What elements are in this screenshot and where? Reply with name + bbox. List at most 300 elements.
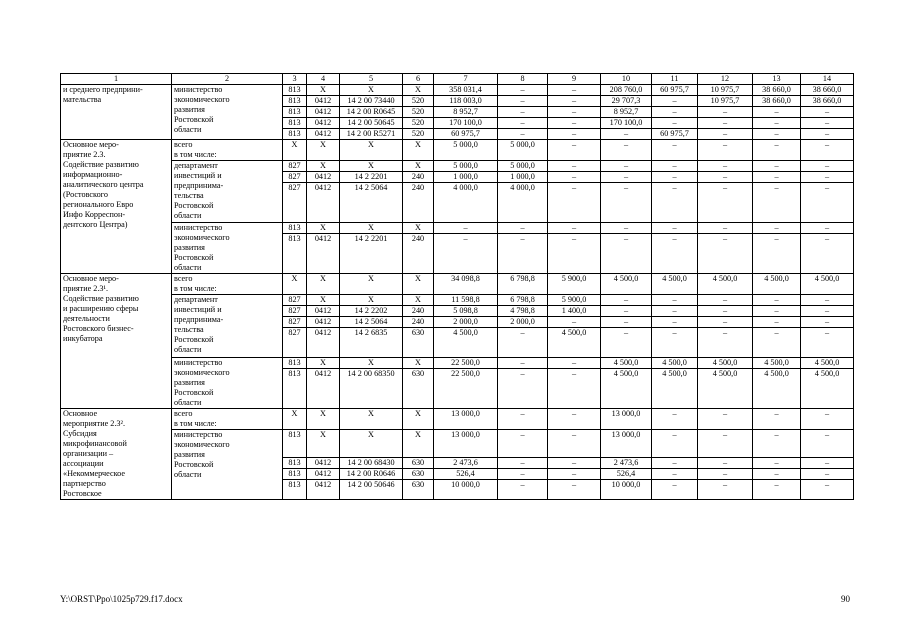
executor-cell xyxy=(172,140,283,161)
measure-name-line: деятельности xyxy=(63,314,110,323)
header-cell: 9 xyxy=(548,74,601,85)
value-cell: X xyxy=(307,409,340,430)
executor-line: экономического xyxy=(174,440,230,449)
value-cell: – xyxy=(548,369,601,409)
measure-name-line: Основное меро- xyxy=(63,274,119,283)
value-cell: – xyxy=(498,107,548,118)
value-cell: 4 500,0 xyxy=(601,369,652,409)
value-cell: – xyxy=(548,358,601,369)
value-cell: – xyxy=(652,295,698,306)
value-cell: – xyxy=(753,430,801,458)
executor-cell xyxy=(172,223,283,274)
value-cell: 4 500,0 xyxy=(698,274,753,295)
executor-line: Ростовской xyxy=(174,253,214,262)
value-cell: X xyxy=(340,409,403,430)
value-cell: 813 xyxy=(283,430,307,458)
value-cell: – xyxy=(652,328,698,358)
value-cell: 4 500,0 xyxy=(652,274,698,295)
value-cell: X xyxy=(403,409,434,430)
value-cell: X xyxy=(403,358,434,369)
measure-name-line: Ростовского бизнес- xyxy=(63,324,134,333)
value-cell: 8 952,7 xyxy=(434,107,498,118)
value-cell: 813 xyxy=(283,118,307,129)
measure-name-line: Содействие развитию xyxy=(63,160,139,169)
value-cell: – xyxy=(801,161,854,172)
value-cell: – xyxy=(801,317,854,328)
measure-name-line: мероприятие 2.3². xyxy=(63,419,126,428)
value-cell: – xyxy=(548,107,601,118)
value-cell: – xyxy=(548,118,601,129)
value-cell: 14 2 2201 xyxy=(340,172,403,183)
value-cell: – xyxy=(801,107,854,118)
measure-name-line: микрофинансовой xyxy=(63,439,127,448)
measure-name-line: аналитического центра xyxy=(63,180,144,189)
value-cell: X xyxy=(340,85,403,96)
value-cell: – xyxy=(548,129,601,140)
value-cell: 4 500,0 xyxy=(698,369,753,409)
value-cell: – xyxy=(601,306,652,317)
value-cell: – xyxy=(698,306,753,317)
value-cell: – xyxy=(548,223,601,234)
value-cell: 38 660,0 xyxy=(801,96,854,107)
executor-line: министерство xyxy=(174,430,223,439)
value-cell: – xyxy=(801,480,854,500)
value-cell: – xyxy=(601,161,652,172)
value-cell: – xyxy=(498,223,548,234)
executor-line: развития xyxy=(174,243,205,252)
value-cell: – xyxy=(548,317,601,328)
executor-line: всего xyxy=(174,409,193,418)
measure-name-line: организации – xyxy=(63,449,114,458)
value-cell: – xyxy=(753,317,801,328)
value-cell: – xyxy=(652,223,698,234)
executor-line: экономического xyxy=(174,233,230,242)
value-cell: 0412 xyxy=(307,172,340,183)
measure-name-cell xyxy=(61,409,172,500)
value-cell: – xyxy=(753,140,801,161)
value-cell: 0412 xyxy=(307,469,340,480)
header-cell: 7 xyxy=(434,74,498,85)
value-cell: – xyxy=(753,295,801,306)
measure-name-line: (Ростовского xyxy=(63,190,108,199)
executor-line: экономического xyxy=(174,95,230,104)
executor-line: Ростовской xyxy=(174,460,214,469)
value-cell: X xyxy=(283,409,307,430)
executor-line: области xyxy=(174,345,202,354)
value-cell: 630 xyxy=(403,328,434,358)
measure-name-line: мательства xyxy=(63,95,102,104)
value-cell: 170 100,0 xyxy=(601,118,652,129)
value-cell: 4 500,0 xyxy=(753,274,801,295)
value-cell: – xyxy=(548,234,601,274)
executor-cell xyxy=(172,161,283,223)
executor-line: всего xyxy=(174,140,193,149)
value-cell: – xyxy=(652,234,698,274)
value-cell: – xyxy=(698,317,753,328)
value-cell: – xyxy=(698,140,753,161)
column-number-row xyxy=(61,74,854,85)
value-cell: – xyxy=(698,172,753,183)
value-cell: – xyxy=(498,369,548,409)
executor-line: инвестиций и xyxy=(174,305,222,314)
value-cell: – xyxy=(698,480,753,500)
header-cell: 10 xyxy=(601,74,652,85)
executor-line: министерство xyxy=(174,85,223,94)
table-row xyxy=(61,223,854,234)
value-cell: 10 000,0 xyxy=(601,480,652,500)
value-cell: – xyxy=(801,223,854,234)
value-cell: – xyxy=(753,183,801,223)
value-cell: 4 500,0 xyxy=(753,369,801,409)
value-cell: 38 660,0 xyxy=(753,85,801,96)
header-cell: 2 xyxy=(172,74,283,85)
value-cell: 5 000,0 xyxy=(434,161,498,172)
value-cell: X xyxy=(307,358,340,369)
value-cell: – xyxy=(498,129,548,140)
executor-line: развития xyxy=(174,378,205,387)
value-cell: 13 000,0 xyxy=(601,409,652,430)
value-cell: 4 000,0 xyxy=(434,183,498,223)
value-cell: – xyxy=(652,458,698,469)
measure-name-cell xyxy=(61,274,172,409)
value-cell: 630 xyxy=(403,480,434,500)
value-cell: 6 798,8 xyxy=(498,295,548,306)
value-cell: 4 500,0 xyxy=(601,274,652,295)
value-cell: 4 500,0 xyxy=(652,369,698,409)
value-cell: 4 500,0 xyxy=(801,274,854,295)
header-cell: 3 xyxy=(283,74,307,85)
value-cell: 0412 xyxy=(307,96,340,107)
value-cell: 60 975,7 xyxy=(434,129,498,140)
header-cell: 5 xyxy=(340,74,403,85)
value-cell: 10 000,0 xyxy=(434,480,498,500)
value-cell: – xyxy=(601,317,652,328)
value-cell: 14 2 00 73440 xyxy=(340,96,403,107)
value-cell: 1 000,0 xyxy=(434,172,498,183)
value-cell: X xyxy=(307,85,340,96)
executor-cell xyxy=(172,85,283,140)
executor-line: области xyxy=(174,263,202,272)
value-cell: X xyxy=(307,430,340,458)
value-cell: – xyxy=(652,469,698,480)
value-cell: 5 098,8 xyxy=(434,306,498,317)
value-cell: – xyxy=(698,223,753,234)
value-cell: – xyxy=(698,161,753,172)
value-cell: – xyxy=(753,172,801,183)
measure-name-line: Основное меро- xyxy=(63,140,119,149)
value-cell: 4 500,0 xyxy=(434,328,498,358)
value-cell: 827 xyxy=(283,306,307,317)
measure-name-cell xyxy=(61,85,172,140)
value-cell: 2 473,6 xyxy=(434,458,498,469)
value-cell: 14 2 00 R5271 xyxy=(340,129,403,140)
value-cell: – xyxy=(601,183,652,223)
value-cell: – xyxy=(801,306,854,317)
value-cell: – xyxy=(753,118,801,129)
value-cell: 0412 xyxy=(307,480,340,500)
executor-cell xyxy=(172,295,283,358)
value-cell: 38 660,0 xyxy=(753,96,801,107)
file-path: Y:\ORST\Ppo\1025p729.f17.docx xyxy=(60,594,183,604)
value-cell: – xyxy=(498,409,548,430)
value-cell: – xyxy=(498,234,548,274)
executor-line: области xyxy=(174,211,202,220)
value-cell: 60 975,7 xyxy=(652,129,698,140)
value-cell: 5 900,0 xyxy=(548,274,601,295)
value-cell: X xyxy=(403,223,434,234)
value-cell: 60 975,7 xyxy=(652,85,698,96)
value-cell: – xyxy=(698,469,753,480)
executor-line: всего xyxy=(174,274,193,283)
executor-line: тельства xyxy=(174,191,204,200)
value-cell: 6 798,8 xyxy=(498,274,548,295)
table-body xyxy=(61,85,854,500)
value-cell: – xyxy=(601,234,652,274)
header-cell: 4 xyxy=(307,74,340,85)
value-cell: 240 xyxy=(403,317,434,328)
value-cell: – xyxy=(652,118,698,129)
executor-line: департамент xyxy=(174,295,218,304)
value-cell: 827 xyxy=(283,328,307,358)
value-cell: X xyxy=(403,85,434,96)
value-cell: – xyxy=(801,118,854,129)
value-cell: 14 2 00 50646 xyxy=(340,480,403,500)
value-cell: X xyxy=(307,161,340,172)
value-cell: 4 500,0 xyxy=(801,369,854,409)
value-cell: – xyxy=(498,480,548,500)
executor-line: в том числе: xyxy=(174,419,217,428)
value-cell: 0412 xyxy=(307,306,340,317)
value-cell: – xyxy=(698,295,753,306)
value-cell: – xyxy=(548,409,601,430)
value-cell: 2 473,6 xyxy=(601,458,652,469)
value-cell: 4 500,0 xyxy=(548,328,601,358)
value-cell: – xyxy=(434,234,498,274)
executor-line: в том числе: xyxy=(174,150,217,159)
header-cell: 12 xyxy=(698,74,753,85)
value-cell: 13 000,0 xyxy=(601,430,652,458)
measure-name-line: инкубатора xyxy=(63,334,103,343)
measure-name-line: и среднего предприни- xyxy=(63,85,143,94)
value-cell: 118 003,0 xyxy=(434,96,498,107)
value-cell: 813 xyxy=(283,480,307,500)
value-cell: – xyxy=(548,458,601,469)
value-cell: 11 598,8 xyxy=(434,295,498,306)
value-cell: – xyxy=(753,234,801,274)
value-cell: 813 xyxy=(283,358,307,369)
value-cell: – xyxy=(652,172,698,183)
executor-cell xyxy=(172,274,283,295)
value-cell: 4 500,0 xyxy=(698,358,753,369)
value-cell: – xyxy=(753,223,801,234)
value-cell: 14 2 00 68430 xyxy=(340,458,403,469)
value-cell: – xyxy=(548,183,601,223)
value-cell: 8 952,7 xyxy=(601,107,652,118)
value-cell: 14 2 5064 xyxy=(340,183,403,223)
value-cell: X xyxy=(340,223,403,234)
value-cell: X xyxy=(403,295,434,306)
value-cell: 813 xyxy=(283,369,307,409)
value-cell: 0412 xyxy=(307,129,340,140)
value-cell: – xyxy=(601,295,652,306)
value-cell: 14 2 6835 xyxy=(340,328,403,358)
measure-name-line: Инфо Корреспон- xyxy=(63,210,126,219)
value-cell: – xyxy=(548,140,601,161)
value-cell: – xyxy=(548,469,601,480)
value-cell: 14 2 2201 xyxy=(340,234,403,274)
value-cell: X xyxy=(340,161,403,172)
executor-line: тельства xyxy=(174,325,204,334)
value-cell: 813 xyxy=(283,234,307,274)
value-cell: – xyxy=(753,480,801,500)
value-cell: – xyxy=(652,107,698,118)
value-cell: 240 xyxy=(403,234,434,274)
value-cell: X xyxy=(307,223,340,234)
value-cell: X xyxy=(403,274,434,295)
value-cell: – xyxy=(601,328,652,358)
value-cell: 0412 xyxy=(307,317,340,328)
value-cell: – xyxy=(698,409,753,430)
value-cell: – xyxy=(801,409,854,430)
value-cell: 22 500,0 xyxy=(434,369,498,409)
value-cell: 5 000,0 xyxy=(498,140,548,161)
value-cell: – xyxy=(434,223,498,234)
value-cell: 630 xyxy=(403,458,434,469)
value-cell: – xyxy=(801,140,854,161)
value-cell: 0412 xyxy=(307,369,340,409)
value-cell: – xyxy=(698,118,753,129)
value-cell: – xyxy=(753,409,801,430)
value-cell: 0412 xyxy=(307,328,340,358)
value-cell: 1 000,0 xyxy=(498,172,548,183)
value-cell: X xyxy=(307,295,340,306)
executor-line: департамент xyxy=(174,161,218,170)
value-cell: 38 660,0 xyxy=(801,85,854,96)
table-row xyxy=(61,430,854,458)
value-cell: X xyxy=(307,140,340,161)
value-cell: 4 500,0 xyxy=(601,358,652,369)
value-cell: – xyxy=(652,183,698,223)
value-cell: 14 2 00 68350 xyxy=(340,369,403,409)
value-cell: 2 000,0 xyxy=(434,317,498,328)
value-cell: 22 500,0 xyxy=(434,358,498,369)
value-cell: – xyxy=(548,172,601,183)
value-cell: 5 000,0 xyxy=(498,161,548,172)
measure-name-line: приятие 2.3. xyxy=(63,150,106,159)
value-cell: 813 xyxy=(283,469,307,480)
value-cell: 0412 xyxy=(307,183,340,223)
executor-line: экономического xyxy=(174,368,230,377)
measure-name-line: Субсидия xyxy=(63,429,97,438)
executor-line: министерство xyxy=(174,223,223,232)
value-cell: – xyxy=(548,480,601,500)
measure-name-line: ассоциации xyxy=(63,459,104,468)
value-cell: 827 xyxy=(283,183,307,223)
value-cell: X xyxy=(307,274,340,295)
value-cell: 827 xyxy=(283,317,307,328)
value-cell: – xyxy=(652,430,698,458)
executor-cell xyxy=(172,409,283,430)
value-cell: – xyxy=(548,161,601,172)
value-cell: – xyxy=(801,183,854,223)
value-cell: – xyxy=(698,328,753,358)
value-cell: 813 xyxy=(283,96,307,107)
executor-line: Ростовской xyxy=(174,201,214,210)
value-cell: 240 xyxy=(403,172,434,183)
value-cell: – xyxy=(698,234,753,274)
value-cell: 827 xyxy=(283,161,307,172)
value-cell: – xyxy=(548,430,601,458)
value-cell: – xyxy=(753,107,801,118)
value-cell: – xyxy=(698,430,753,458)
value-cell: 520 xyxy=(403,118,434,129)
executor-line: области xyxy=(174,125,202,134)
value-cell: 520 xyxy=(403,129,434,140)
measure-name-line: «Некоммерческое xyxy=(63,469,126,478)
value-cell: – xyxy=(498,328,548,358)
value-cell: 630 xyxy=(403,369,434,409)
value-cell: – xyxy=(548,85,601,96)
header-cell: 14 xyxy=(801,74,854,85)
executor-line: развития xyxy=(174,105,205,114)
value-cell: 5 900,0 xyxy=(548,295,601,306)
value-cell: – xyxy=(698,183,753,223)
value-cell: 520 xyxy=(403,107,434,118)
executor-line: Ростовской xyxy=(174,115,214,124)
value-cell: – xyxy=(498,118,548,129)
value-cell: – xyxy=(601,172,652,183)
value-cell: 4 000,0 xyxy=(498,183,548,223)
executor-cell xyxy=(172,358,283,409)
measure-name-line: Содействие развитию xyxy=(63,294,139,303)
value-cell: – xyxy=(498,430,548,458)
value-cell: – xyxy=(801,172,854,183)
value-cell: 813 xyxy=(283,85,307,96)
header-cell: 1 xyxy=(61,74,172,85)
value-cell: – xyxy=(698,129,753,140)
value-cell: 29 707,3 xyxy=(601,96,652,107)
value-cell: – xyxy=(498,469,548,480)
table-row xyxy=(61,161,854,172)
measure-name-cell xyxy=(61,140,172,274)
value-cell: – xyxy=(498,358,548,369)
executor-line: Ростовской xyxy=(174,388,214,397)
value-cell: – xyxy=(753,469,801,480)
value-cell: 2 000,0 xyxy=(498,317,548,328)
executor-line: инвестиций и xyxy=(174,171,222,180)
executor-line: Ростовской xyxy=(174,335,214,344)
value-cell: – xyxy=(801,234,854,274)
value-cell: 0412 xyxy=(307,107,340,118)
value-cell: – xyxy=(753,161,801,172)
value-cell: 0412 xyxy=(307,458,340,469)
page-number: 90 xyxy=(841,594,850,604)
measure-name-line: дентского Центра) xyxy=(63,220,128,229)
value-cell: 4 500,0 xyxy=(753,358,801,369)
value-cell: – xyxy=(652,140,698,161)
value-cell: 1 400,0 xyxy=(548,306,601,317)
header-cell: 13 xyxy=(753,74,801,85)
measure-name-line: партнерство xyxy=(63,479,106,488)
value-cell: X xyxy=(340,140,403,161)
value-cell: 520 xyxy=(403,96,434,107)
measure-name-line: регионального Евро xyxy=(63,200,134,209)
value-cell: 813 xyxy=(283,458,307,469)
executor-line: предпринима- xyxy=(174,315,224,324)
table-row xyxy=(61,140,854,161)
header-cell: 8 xyxy=(498,74,548,85)
value-cell: 14 2 00 R0645 xyxy=(340,107,403,118)
